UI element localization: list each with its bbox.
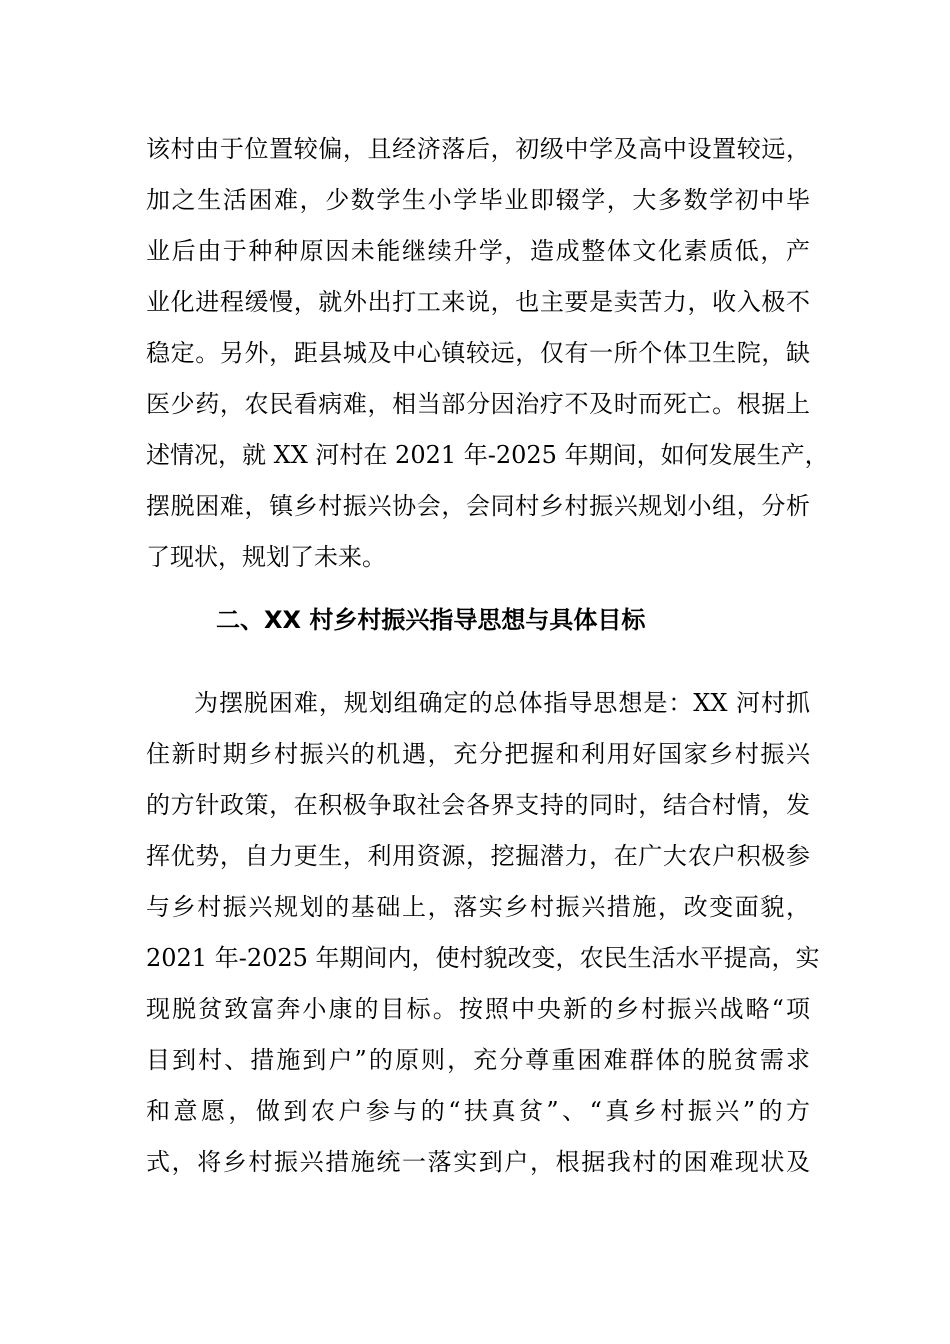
paragraph-line: 该村由于位置较偏，且经济落后，初级中学及高中设置较远，: [146, 135, 810, 163]
paragraph-line: 医少药，农民看病难，相当部分因治疗不及时而死亡。根据上: [146, 390, 810, 418]
paragraph-line: 加之生活困难，少数学生小学毕业即辍学，大多数学初中毕: [146, 186, 810, 214]
paragraph-line: 与乡村振兴规划的基础上，落实乡村振兴措施，改变面貌，: [146, 893, 810, 921]
paragraph-line: 的方针政策，在积极争取社会各界支持的同时，结合村情，发: [146, 791, 810, 819]
paragraph-line: 为摆脱困难，规划组确定的总体指导思想是：XX 河村抓: [194, 689, 810, 717]
paragraph-line: 现脱贫致富奔小康的目标。按照中央新的乡村振兴战略“项: [146, 995, 810, 1023]
paragraph-line: 业化进程缓慢，就外出打工来说，也主要是卖苦力，收入极不: [146, 288, 810, 316]
paragraph-line: 了现状，规划了未来。: [146, 543, 386, 571]
section-heading: 二、XX 村乡村振兴指导思想与具体目标: [216, 606, 646, 634]
paragraph-line: 业后由于种种原因未能继续升学，造成整体文化素质低，产: [146, 237, 810, 265]
paragraph-line: 住新时期乡村振兴的机遇，充分把握和利用好国家乡村振兴: [146, 740, 810, 768]
paragraph-line: 挥优势，自力更生，利用资源，挖掘潜力，在广大农户积极参: [146, 842, 810, 870]
paragraph-line: 2021 年-2025 年期间内，使村貌改变，农民生活水平提高，实: [146, 944, 820, 972]
paragraph-line: 稳定。另外，距县城及中心镇较远，仅有一所个体卫生院，缺: [146, 339, 810, 367]
paragraph-line: 目到村、措施到户”的原则，充分尊重困难群体的脱贫需求: [146, 1046, 810, 1074]
paragraph-guiding-ideology: [146, 678, 820, 1188]
paragraph-village-situation: [146, 124, 829, 583]
paragraph-line: 述情况，就 XX 河村在 2021 年-2025 年期间，如何发展生产，: [146, 441, 829, 469]
paragraph-line: 和意愿，做到农户参与的“扶真贫”、“真乡村振兴”的方: [146, 1097, 810, 1125]
paragraph-line: 式，将乡村振兴措施统一落实到户，根据我村的困难现状及: [146, 1148, 810, 1176]
paragraph-line: 摆脱困难，镇乡村振兴协会，会同村乡村振兴规划小组，分析: [146, 492, 810, 520]
